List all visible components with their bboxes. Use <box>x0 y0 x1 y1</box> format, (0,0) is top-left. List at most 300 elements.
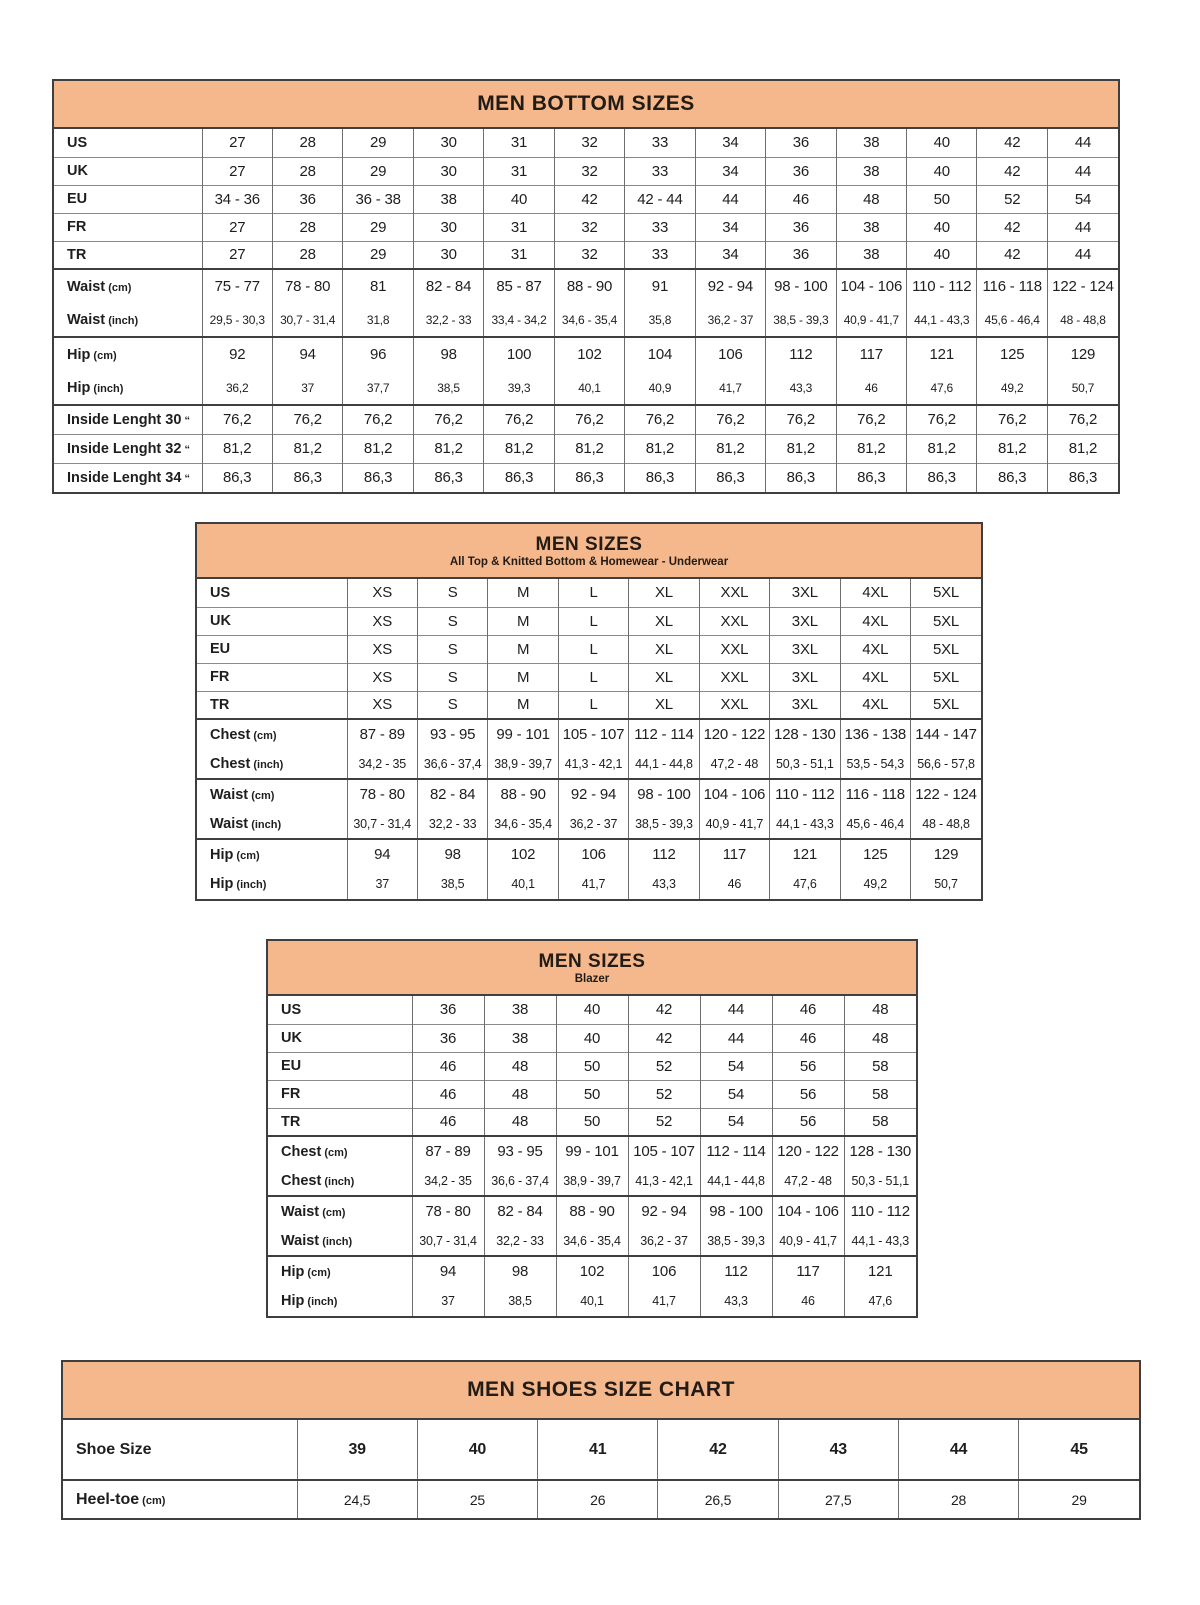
table-cell: 27 <box>202 213 272 241</box>
table-cell: XS <box>347 579 417 607</box>
table-cell: 29 <box>1019 1480 1139 1518</box>
men-bottom-sizes-grid <box>54 129 1118 492</box>
table-cell: 110 - 112 <box>907 269 977 303</box>
table-cell: 42 - 44 <box>625 185 695 213</box>
table-cell: 48 <box>836 185 906 213</box>
table-row-waist-cm <box>54 269 1118 303</box>
table-cell: 58 <box>844 1080 916 1108</box>
table-cell: 4XL <box>840 635 910 663</box>
table-cell: 102 <box>488 839 558 869</box>
table-cell: 76,2 <box>343 405 413 434</box>
table-cell: 46 <box>412 1108 484 1136</box>
table-cell: 34 <box>695 213 765 241</box>
table-row-waist-inch <box>197 809 981 839</box>
table-cell: 76,2 <box>907 405 977 434</box>
row-label: Shoe Size <box>76 1440 152 1458</box>
table-cell: 129 <box>1047 337 1118 371</box>
table-cell: 52 <box>628 1080 700 1108</box>
table-cell: 43 <box>778 1420 898 1480</box>
table-cell: 38,5 - 39,3 <box>629 809 699 839</box>
table-cell: 86,3 <box>836 463 906 492</box>
table-cell: L <box>558 607 628 635</box>
table-cell: 104 - 106 <box>772 1196 844 1226</box>
table-cell: 78 - 80 <box>347 779 417 809</box>
table-row-chest-cm <box>268 1136 916 1166</box>
row-label: Heel-toe (cm) <box>63 1480 297 1518</box>
table-cell: 76,2 <box>695 405 765 434</box>
table-cell: 99 - 101 <box>556 1136 628 1166</box>
table-cell: L <box>558 663 628 691</box>
table-cell: 44,1 - 44,8 <box>700 1166 772 1196</box>
table-cell: 48 <box>844 996 916 1024</box>
table-cell: 117 <box>772 1256 844 1286</box>
table-cell: 41,7 <box>558 869 628 899</box>
table-cell: 129 <box>911 839 982 869</box>
table-men-sizes-blazer <box>266 939 918 1318</box>
table-cell: 54 <box>700 1052 772 1080</box>
row-label: Chest (cm) <box>197 719 347 749</box>
table-cell: 128 - 130 <box>844 1136 916 1166</box>
table-cell: 42 <box>977 213 1047 241</box>
table-cell: 125 <box>840 839 910 869</box>
table-cell: 76,2 <box>413 405 483 434</box>
table-cell: 42 <box>628 996 700 1024</box>
table-cell: 38 <box>836 241 906 269</box>
table-row-uk <box>54 157 1118 185</box>
table-cell: 104 <box>625 337 695 371</box>
table-cell: 56 <box>772 1108 844 1136</box>
table-cell: 41,3 - 42,1 <box>628 1166 700 1196</box>
table-cell: 5XL <box>911 691 982 719</box>
table-cell: 76,2 <box>977 405 1047 434</box>
table-cell: 87 - 89 <box>347 719 417 749</box>
table-cell: 40 <box>556 996 628 1024</box>
row-label: Waist (cm) <box>54 269 202 303</box>
table-cell: 98 <box>484 1256 556 1286</box>
table-row-inside-lenght-34 <box>54 463 1118 492</box>
table-cell: 75 - 77 <box>202 269 272 303</box>
row-label: UK <box>268 1024 412 1052</box>
table-cell: 93 - 95 <box>484 1136 556 1166</box>
table-cell: 36,2 <box>202 371 272 405</box>
table-cell: 81,2 <box>202 434 272 463</box>
table-cell: 43,3 <box>629 869 699 899</box>
table-cell: 56,6 - 57,8 <box>911 749 982 779</box>
table-cell: 32 <box>554 129 624 157</box>
table-cell: 88 - 90 <box>554 269 624 303</box>
table-cell: 32,2 - 33 <box>417 809 487 839</box>
row-label: FR <box>197 663 347 691</box>
table-cell: 58 <box>844 1108 916 1136</box>
table-cell: 122 - 124 <box>911 779 982 809</box>
table-cell: 87 - 89 <box>412 1136 484 1166</box>
table-cell: 30 <box>413 241 483 269</box>
table-cell: 48 <box>484 1052 556 1080</box>
table-cell: 125 <box>977 337 1047 371</box>
table-cell: 53,5 - 54,3 <box>840 749 910 779</box>
table-cell: 26 <box>538 1480 658 1518</box>
table-cell: 86,3 <box>766 463 836 492</box>
row-label: UK <box>54 157 202 185</box>
table-cell: 47,2 - 48 <box>699 749 769 779</box>
table-cell: XXL <box>699 663 769 691</box>
table-cell: 34 - 36 <box>202 185 272 213</box>
table-cell: 30,7 - 31,4 <box>272 303 342 337</box>
table-cell: 25 <box>417 1480 537 1518</box>
table-cell: 32 <box>554 241 624 269</box>
table-cell: 40,1 <box>488 869 558 899</box>
table-cell: 27 <box>202 241 272 269</box>
table-row-waist-inch <box>54 303 1118 337</box>
table-cell: 40 <box>907 129 977 157</box>
table-cell: 58 <box>844 1052 916 1080</box>
table-row-inside-lenght-30 <box>54 405 1118 434</box>
table-cell: 50,7 <box>911 869 982 899</box>
table-cell: M <box>488 663 558 691</box>
row-label: Inside Lenght 30 “ <box>54 405 202 434</box>
men-sizes-top-grid <box>197 579 981 899</box>
row-label: Inside Lenght 34 “ <box>54 463 202 492</box>
table-row-uk <box>197 607 981 635</box>
table-cell: 37 <box>272 371 342 405</box>
table-title: MEN SIZES <box>535 533 643 555</box>
table-cell: 112 - 114 <box>700 1136 772 1166</box>
table-cell: 40 <box>907 241 977 269</box>
table-cell: 82 - 84 <box>417 779 487 809</box>
table-cell: 36 - 38 <box>343 185 413 213</box>
table-row-hip-cm <box>197 839 981 869</box>
table-cell: 105 - 107 <box>558 719 628 749</box>
table-row-eu <box>54 185 1118 213</box>
table-cell: 120 - 122 <box>772 1136 844 1166</box>
table-cell: 38 <box>836 157 906 185</box>
table-cell: XS <box>347 663 417 691</box>
table-cell: 144 - 147 <box>911 719 982 749</box>
table-cell: 92 - 94 <box>558 779 628 809</box>
table-row-tr <box>54 241 1118 269</box>
row-label: UK <box>197 607 347 635</box>
table-cell: 50,3 - 51,1 <box>844 1166 916 1196</box>
table-cell: 44 <box>700 996 772 1024</box>
table-cell: 98 - 100 <box>766 269 836 303</box>
table-cell: M <box>488 635 558 663</box>
table-cell: 41,3 - 42,1 <box>558 749 628 779</box>
table-cell: 3XL <box>770 663 840 691</box>
table-cell: 92 - 94 <box>695 269 765 303</box>
row-label: US <box>210 584 231 601</box>
table-cell: 29 <box>343 241 413 269</box>
table-row-shoe-size <box>63 1420 1139 1480</box>
row-label: Hip (cm) <box>54 337 202 371</box>
table-cell: 38 <box>836 213 906 241</box>
table-row-fr <box>268 1080 916 1108</box>
table-cell: 120 - 122 <box>699 719 769 749</box>
table-cell: 86,3 <box>1047 463 1118 492</box>
table-cell: 38,5 <box>484 1286 556 1316</box>
table-cell: XL <box>629 663 699 691</box>
table-cell: 98 - 100 <box>700 1196 772 1226</box>
table-cell: 110 - 112 <box>770 779 840 809</box>
row-label: FR <box>54 213 202 241</box>
table-cell: 82 - 84 <box>413 269 483 303</box>
table-cell: 3XL <box>770 635 840 663</box>
table-cell: 45 <box>1019 1420 1139 1480</box>
table-cell: 81,2 <box>554 434 624 463</box>
table-cell: 106 <box>695 337 765 371</box>
table-row-us <box>197 579 981 607</box>
table-cell: 106 <box>558 839 628 869</box>
table-cell: 35,8 <box>625 303 695 337</box>
table-row-hip-cm <box>268 1256 916 1286</box>
table-cell: 50 <box>907 185 977 213</box>
table-cell: 37 <box>347 869 417 899</box>
table-cell: 41,7 <box>628 1286 700 1316</box>
table-cell: 45,6 - 46,4 <box>840 809 910 839</box>
row-label: FR <box>268 1080 412 1108</box>
table-cell: 29 <box>343 213 413 241</box>
table-cell: 46 <box>766 185 836 213</box>
table-subtitle: All Top & Knitted Bottom & Homewear - Underwear <box>449 555 729 568</box>
table-men-sizes-top <box>195 522 983 901</box>
table-cell: 31 <box>484 129 554 157</box>
table-row-chest-cm <box>197 719 981 749</box>
table-cell: 48 <box>844 1024 916 1052</box>
table-cell: 38 <box>413 185 483 213</box>
table-cell: 31 <box>484 213 554 241</box>
row-label: Waist (cm) <box>197 779 347 809</box>
table-cell: 31 <box>484 241 554 269</box>
table-cell: 44,1 - 43,3 <box>844 1226 916 1256</box>
table-row-waist-inch <box>268 1226 916 1256</box>
table-cell: 76,2 <box>484 405 554 434</box>
table-cell: 34,6 - 35,4 <box>556 1226 628 1256</box>
table-cell: M <box>488 691 558 719</box>
table-cell: 88 - 90 <box>556 1196 628 1226</box>
table-cell: 29,5 - 30,3 <box>202 303 272 337</box>
table-cell: 38,5 <box>417 869 487 899</box>
table-cell: 50 <box>556 1080 628 1108</box>
table-cell: 76,2 <box>1047 405 1118 434</box>
table-cell: 76,2 <box>836 405 906 434</box>
table-men-sizes-top-header <box>197 524 981 579</box>
table-row-inside-lenght-32 <box>54 434 1118 463</box>
table-cell: 44,1 - 43,3 <box>770 809 840 839</box>
table-cell: 81,2 <box>272 434 342 463</box>
table-cell: 26,5 <box>658 1480 778 1518</box>
row-label: US <box>281 1001 302 1018</box>
table-cell: L <box>558 691 628 719</box>
table-cell: 34,2 - 35 <box>347 749 417 779</box>
table-cell: 112 <box>766 337 836 371</box>
table-cell: 5XL <box>911 635 982 663</box>
row-label: Hip (inch) <box>281 1293 338 1309</box>
table-cell: 38,9 - 39,7 <box>488 749 558 779</box>
table-row-hip-inch <box>268 1286 916 1316</box>
table-cell: 42 <box>658 1420 778 1480</box>
table-cell: 36,2 - 37 <box>628 1226 700 1256</box>
table-row-tr <box>268 1108 916 1136</box>
row-label: Hip (cm) <box>197 839 347 869</box>
table-subtitle: Blazer <box>574 972 610 985</box>
table-cell: 28 <box>272 241 342 269</box>
table-cell: 76,2 <box>554 405 624 434</box>
table-cell: 40 <box>484 185 554 213</box>
table-cell: 31 <box>484 157 554 185</box>
table-cell: 30,7 - 31,4 <box>347 809 417 839</box>
table-cell: L <box>558 579 628 607</box>
table-cell: 121 <box>770 839 840 869</box>
table-cell: 81,2 <box>977 434 1047 463</box>
table-cell: 4XL <box>840 691 910 719</box>
table-cell: 92 <box>202 337 272 371</box>
row-label: TR <box>268 1108 412 1136</box>
table-cell: M <box>488 579 558 607</box>
table-cell: 81,2 <box>695 434 765 463</box>
row-label: Chest (cm) <box>268 1136 412 1166</box>
table-cell: 116 - 118 <box>977 269 1047 303</box>
table-cell: 46 <box>412 1052 484 1080</box>
table-cell: 36 <box>766 213 836 241</box>
row-label: TR <box>197 691 347 719</box>
table-cell: 54 <box>1047 185 1118 213</box>
table-cell: 36 <box>412 996 484 1024</box>
table-cell: 98 - 100 <box>629 779 699 809</box>
table-cell: 50,3 - 51,1 <box>770 749 840 779</box>
table-cell: 93 - 95 <box>417 719 487 749</box>
table-cell: 38 <box>484 1024 556 1052</box>
table-cell: XL <box>629 579 699 607</box>
row-label: Hip (inch) <box>67 379 124 396</box>
table-cell: 136 - 138 <box>840 719 910 749</box>
table-cell: 5XL <box>911 663 982 691</box>
table-cell: 38,9 - 39,7 <box>556 1166 628 1196</box>
table-cell: 100 <box>484 337 554 371</box>
table-cell: 44 <box>1047 157 1118 185</box>
table-cell: S <box>417 607 487 635</box>
table-cell: 92 - 94 <box>628 1196 700 1226</box>
row-label: Hip (cm) <box>268 1256 412 1286</box>
table-cell: 44 <box>898 1420 1018 1480</box>
table-cell: 56 <box>772 1052 844 1080</box>
table-cell: 4XL <box>840 579 910 607</box>
table-row-us <box>54 129 1118 157</box>
table-cell: 39 <box>297 1420 417 1480</box>
table-cell: 38,5 - 39,3 <box>766 303 836 337</box>
table-cell: 40,9 - 41,7 <box>699 809 769 839</box>
row-label: Waist (inch) <box>67 311 139 328</box>
table-cell: 48 <box>484 1080 556 1108</box>
table-cell: 76,2 <box>272 405 342 434</box>
table-cell: 27,5 <box>778 1480 898 1518</box>
table-cell: 102 <box>554 337 624 371</box>
table-cell: 28 <box>272 213 342 241</box>
table-cell: 81,2 <box>766 434 836 463</box>
table-cell: 85 - 87 <box>484 269 554 303</box>
table-cell: 30 <box>413 157 483 185</box>
table-cell: 45,6 - 46,4 <box>977 303 1047 337</box>
men-shoes-size-chart-grid <box>63 1420 1139 1518</box>
table-cell: 112 <box>700 1256 772 1286</box>
table-cell: 5XL <box>911 607 982 635</box>
row-label: Hip (inch) <box>210 876 267 892</box>
table-cell: L <box>558 635 628 663</box>
table-cell: 81,2 <box>484 434 554 463</box>
table-row-eu <box>268 1052 916 1080</box>
table-cell: 86,3 <box>413 463 483 492</box>
table-cell: 99 - 101 <box>488 719 558 749</box>
table-cell: 86,3 <box>484 463 554 492</box>
table-cell: 44 <box>1047 213 1118 241</box>
table-row-eu <box>197 635 981 663</box>
table-cell: 3XL <box>770 691 840 719</box>
table-title: MEN SHOES SIZE CHART <box>467 1378 735 1401</box>
table-cell: XL <box>629 635 699 663</box>
table-cell: 52 <box>977 185 1047 213</box>
table-cell: 46 <box>412 1080 484 1108</box>
table-row-hip-cm <box>54 337 1118 371</box>
table-cell: 34 <box>695 157 765 185</box>
table-cell: 46 <box>772 1024 844 1052</box>
table-cell: 36 <box>766 129 836 157</box>
table-cell: 36,2 - 37 <box>695 303 765 337</box>
table-cell: 98 <box>413 337 483 371</box>
table-cell: 38,5 - 39,3 <box>700 1226 772 1256</box>
table-cell: 43,3 <box>766 371 836 405</box>
table-cell: 40,9 - 41,7 <box>836 303 906 337</box>
table-row-chest-inch <box>268 1166 916 1196</box>
table-cell: 102 <box>556 1256 628 1286</box>
table-cell: 38,5 <box>413 371 483 405</box>
table-cell: XL <box>629 607 699 635</box>
table-men-bottom-sizes-body <box>54 129 1118 492</box>
row-label: EU <box>197 635 347 663</box>
table-cell: 81,2 <box>625 434 695 463</box>
table-cell: 36 <box>412 1024 484 1052</box>
table-cell: 49,2 <box>840 869 910 899</box>
table-cell: 82 - 84 <box>484 1196 556 1226</box>
table-cell: 52 <box>628 1052 700 1080</box>
table-cell: 128 - 130 <box>770 719 840 749</box>
table-cell: 34,6 - 35,4 <box>488 809 558 839</box>
table-men-bottom-sizes-header <box>54 81 1118 129</box>
table-cell: 30 <box>413 213 483 241</box>
table-cell: 46 <box>836 371 906 405</box>
table-cell: 42 <box>628 1024 700 1052</box>
table-cell: 86,3 <box>625 463 695 492</box>
table-cell: 31,8 <box>343 303 413 337</box>
table-cell: 32,2 - 33 <box>413 303 483 337</box>
table-cell: 34 <box>695 129 765 157</box>
table-men-shoes-size-chart <box>61 1360 1141 1520</box>
table-cell: 76,2 <box>202 405 272 434</box>
row-label: TR <box>54 241 202 269</box>
table-cell: 86,3 <box>343 463 413 492</box>
table-cell: 117 <box>699 839 769 869</box>
table-cell: 30 <box>413 129 483 157</box>
table-cell: 39,3 <box>484 371 554 405</box>
table-cell: 30,7 - 31,4 <box>412 1226 484 1256</box>
table-men-sizes-blazer-body <box>268 996 916 1316</box>
table-cell: 4XL <box>840 607 910 635</box>
table-cell: 27 <box>202 129 272 157</box>
men-sizes-blazer-grid <box>268 996 916 1316</box>
table-cell: 41,7 <box>695 371 765 405</box>
table-cell: 34,6 - 35,4 <box>554 303 624 337</box>
table-men-bottom-sizes <box>52 79 1120 494</box>
table-cell: XL <box>629 691 699 719</box>
table-cell: 46 <box>772 1286 844 1316</box>
table-cell: XXL <box>699 691 769 719</box>
